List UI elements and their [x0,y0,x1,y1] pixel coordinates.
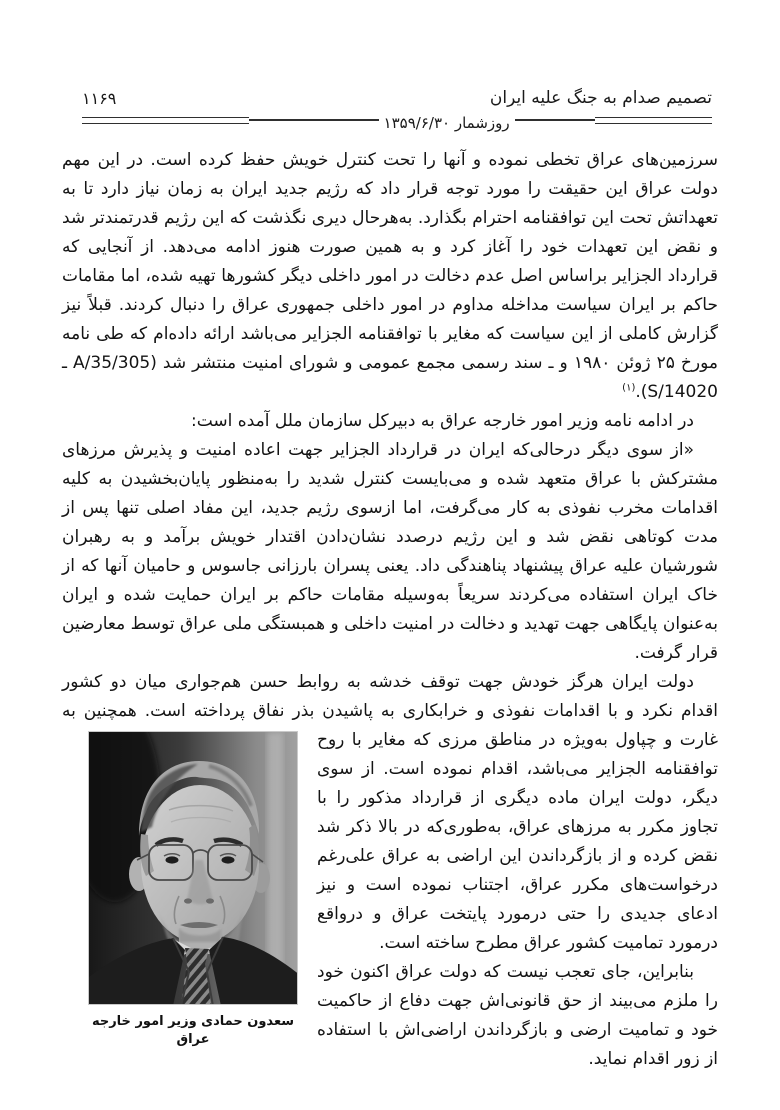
minister-portrait-photo [89,732,297,1004]
paragraph-5: بنابراین، جای تعجب نیست که دولت عراق اکنون خود را ملزم می‌بیند از حق قانونی‌اش جهت دفاع از حاکمیت خود و تمامیت ارضی و بازگرداندن اراضی‌اش با استفاده از زور اقدام نماید. [317,962,718,1069]
footnote-marker: (۱) [622,382,636,394]
page-number: ۱۱۶۹ [82,89,117,108]
page-body [62,146,718,1074]
paragraph-1 [62,146,718,407]
paragraph-4-lead: دولت ایران هرگز خودش جهت توقف خدشه به روابط حسن هم‌جواری میان دو کشور اقدام نکرد و با اقدامات نفوذی و خرابکاری به پاشیدن بذر نفاق پرداخته است. همچنین به [62,672,718,721]
photo-caption: سعدون حمادی وزیر امور خارجه عراق [91,1014,295,1047]
header-rule-segment [249,119,379,121]
chronicle-date: روزشمار ۱۳۵۹/۶/۳۰ [383,114,510,132]
paragraph-4-rest: غارت و چپاول به‌ویژه در مناطق مرزی که مغایر با روح توافقنامه الجزایر می‌باشد، اقدام نموده است. از سوی دیگر، دولت ایران ماده دیگری از قرارداد مذکور را با تجاوز مکرر به مرزهای عراق، به‌طوری‌که در بالا ذکر شد نقض کرده و از بازگرداندن این اراضی به عراق علی‌رغم درخواست‌های مکرر عراق، اجتناب نموده است و نیز ادعای جدیدی را حتی درمورد پایتخت عراق و درواقع درمورد تمامیت کشور عراق مطرح ساخته است. [317,730,718,953]
page-header [62,88,718,132]
paragraph-2: در ادامه نامه وزیر امور خارجه عراق به دبیرکل سازمان ملل آمده است: [191,411,694,431]
header-rule-segment [82,117,249,124]
header-rule [82,111,712,132]
paragraph-3-quote: «از سوی دیگر درحالی‌که ایران در قرارداد الجزایر جهت اعاده امنیت و پذیرش مرزهای مشترکش با عراق متعهد شده و می‌بایست کنترل شدید را به‌منظور پایان‌بخشیدن به کلیه اقدامات مخرب نفوذی به کار می‌گرفت، اما ازسوی رژیم جدید، این مفاد اصلی تنها پس از مدت کوتاهی نقض شد و این رژیم درصدد نشان‌دادن اقتدار خویش برآمد و به رهبران شورشیان علیه عراق پیشنهاد پناهندگی داد. یعنی پسران بارزانی جاسوس و حامیان آنها که از خاک ایران استفاده می‌کردند سریعاً به‌وسیله مقامات حاکم بر ایران حمایت شده و ایران به‌عنوان پایگاهی جهت تهدید و دخالت در امنیت داخلی و همبستگی ملی عراق توسط معارضین قرار گرفت. [62,440,718,663]
header-rule-segment [515,119,595,121]
minister-photo-figure [89,732,297,1049]
header-rule-segment [595,117,712,124]
paragraph-1-text: سرزمین‌های عراق تخطی نموده و آنها را تحت کنترل خویش حفظ کرده است. در این مهم دولت عراق این حقیقت را مورد توجه قرار داد که رژیم جدید ایران به زمان نیاز دارد تا به تعهداتش تحت این توافقنامه احترام بگذارد. به‌هرحال دیری نگذشت که این رژیم قدرتمندتر شد و نقض این تعهدات خود را آغاز کرد و به همین صورت هنوز ادامه می‌دهد. از آنجایی که قرارداد الجزایر براساس اصل عدم دخالت در امور داخلی دیگر کشورها تهیه شده، اما مقامات حاکم بر ایران سیاست مداخله مداوم در امور داخلی جمهوری عراق را دنبال کردند. قبلاً نیز گزارش کاملی از این سیاست که مغایر با توافقنامه الجزایر می‌باشد ارائه داده‌ام که طی نامه مورخ ۲۵ ژوئن ۱۹۸۰ و ـ سند رسمی مجمع عمومی و شورای امنیت منتشر شد (A/35/305 ـ S/14020). [62,150,718,402]
book-title: تصمیم صدام به جنگ علیه ایران [489,88,712,108]
